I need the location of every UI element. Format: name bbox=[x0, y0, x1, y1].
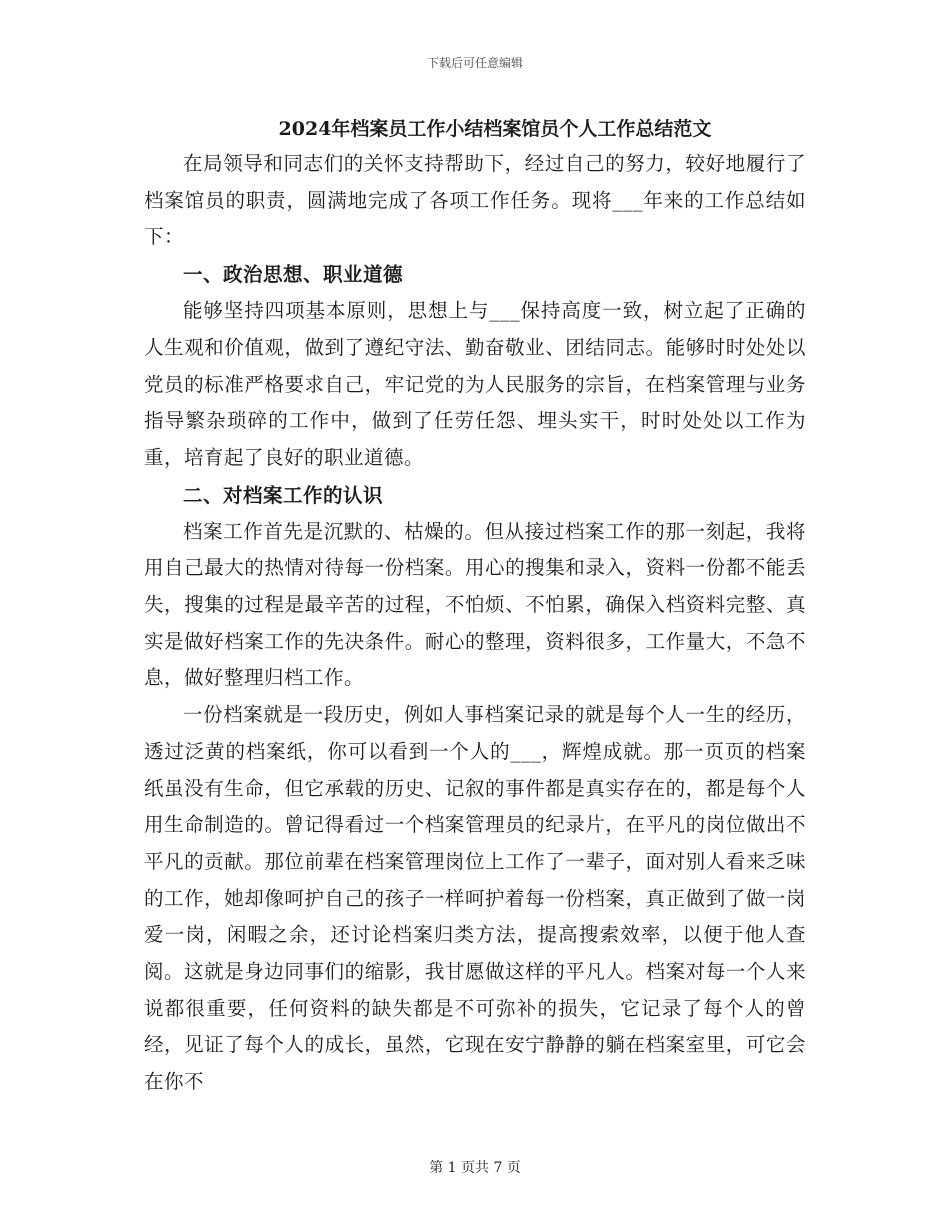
section-heading-1: 一、政治思想、职业道德 bbox=[183, 263, 404, 287]
page-number-footer: 第 1 页共 7 页 bbox=[429, 1160, 521, 1176]
paragraph-section-2a: 档案工作首先是沉默的、枯燥的。但从接过档案工作的那一刻起，我将用自己最大的热情对待每一份档案。用心的搜集和录入，资料一份都不能丢失，搜集的过程是最辛苦的过程，不怕烦、不怕累，确保入档资料完整、真实是做好档案工作的先决条件。耐心的整理，资料很多，工作量大，不急不息，做好整理归档工作。 bbox=[144, 519, 806, 690]
section-heading-2: 二、对档案工作的认识 bbox=[183, 483, 384, 507]
document-title: 2024年档案员工作小结档案馆员个人工作总结范文 bbox=[278, 118, 712, 140]
paragraph-section-1: 能够坚持四项基本原则，思想上与___保持高度一致，树立起了正确的人生观和价值观，做到了遵纪守法、勤奋敬业、团结同志。能够时时处处以党员的标准严格要求自己，牢记党的为人民服务的宗旨，在档案管理与业务指导繁杂琐碎的工作中，做到了任劳任怨、埋头实干，时时处处以工作为重，培育起了良好的职业道德。 bbox=[144, 299, 806, 469]
document-body bbox=[144, 114, 806, 1101]
page-header-note: 下载后可任意编辑 bbox=[426, 56, 523, 70]
paragraph-intro: 在局领导和同志们的关怀支持帮助下，经过自己的努力，较好地履行了档案馆员的职责，圆满地完成了各项工作任务。现将___年来的工作总结如下： bbox=[144, 152, 806, 249]
paragraph-section-2b: 一份档案就是一段历史，例如人事档案记录的就是每个人一生的经历，透过泛黄的档案纸，你可以看到一个人的___，辉煌成就。那一页页的档案纸虽没有生命，但它承载的历史、记叙的事件都是真实存在的，都是每个人用生命制造的。曾记得看过一个档案管理员的纪录片，在平凡的岗位做出不平凡的贡献。那位前辈在档案管理岗位上工作了一辈子，面对别人看来乏味的工作，她却像呵护自己的孩子一样呵护着每一份档案，真正做到了做一岗爱一岗，闲暇之余，还讨论档案归类方法，提高搜索效率，以便于他人查阅。这就是身边同事们的缩影，我甘愿做这样的平凡人。档案对每一个人来说都很重要，任何资料的缺失都是不可弥补的损失，它记录了每个人的曾经，见证了每个人的成长，虽然，它现在安宁静静的躺在档案室里，可它会在你不 bbox=[144, 703, 806, 1094]
